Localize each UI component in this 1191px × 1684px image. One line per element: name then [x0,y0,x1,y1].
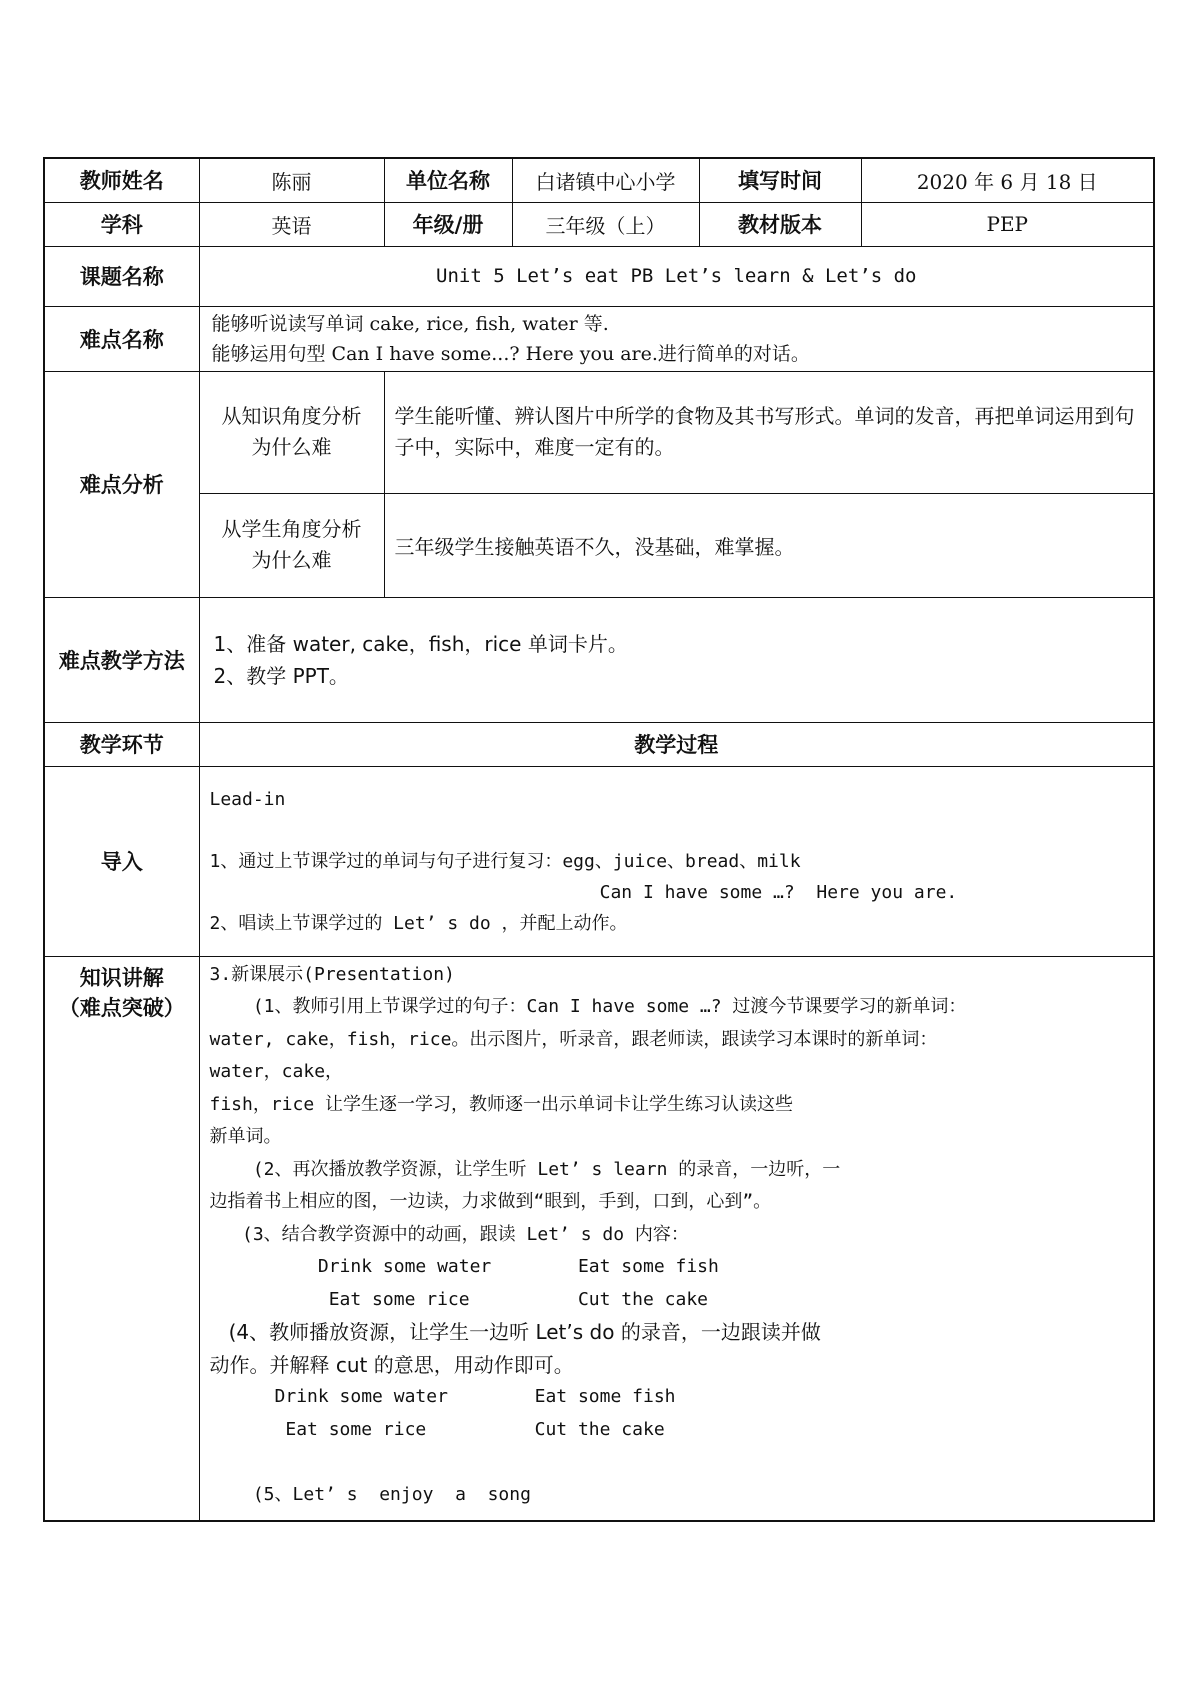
knowledge-label-line-1: 知识讲解 [79,965,164,990]
difficulty-content [199,306,1154,371]
analysis-label: 难点分析 [44,371,199,597]
difficulty-line-1: 能够听说读写单词 cake, rice, fish, water 等. [211,312,609,335]
intro-line: Lead-in [209,788,286,810]
difficulty-label: 难点名称 [44,306,199,371]
analysis-student-label: 从学生角度分析为什么难 [199,493,384,597]
topic-label: 课题名称 [44,246,199,306]
analysis-knowledge-text: 学生能听懂、辨认图片中所学的食物及其书写形式。单词的发音，再把单词运用到句子中，实际中，难度一定有的。 [384,371,1154,493]
knowledge-line: 动作。并解释 cut 的意思，用动作即可。 [209,1352,574,1377]
knowledge-row [44,956,1154,1521]
knowledge-line: (1、教师引用上节课学过的句子：Can I have some …? 过渡今节课要学习的新单词： [209,996,967,1017]
unit-value: 白诸镇中心小学 [512,158,699,202]
knowledge-line: fish，rice 让学生逐一学习，教师逐一出示单词卡让学生练习认读这些 [209,1093,794,1115]
edition-label: 教材版本 [699,202,861,246]
knowledge-line: Eat some rice Cut the cake [209,1418,665,1440]
knowledge-line: 3.新课展示(Presentation) [209,963,455,985]
analysis-student-text: 三年级学生接触英语不久，没基础，难掌握。 [384,493,1154,597]
knowledge-label [44,956,199,1521]
subject-label: 学科 [44,202,199,246]
grade-value: 三年级（上） [512,202,699,246]
difficulty-row [44,306,1154,371]
knowledge-line: water, cake，fish，rice。出示图片，听录音，跟老师读，跟读学习本课时的新单词： [209,1028,938,1050]
methods-line-1: 1、准备 water, cake，fish，rice 单词卡片。 [213,631,628,656]
knowledge-line: (3、结合教学资源中的动画，跟读 Let’ s do 内容： [209,1223,689,1245]
intro-row [44,766,1154,956]
date-label: 填写时间 [699,158,861,202]
lesson-plan-page [43,157,1153,1522]
stage-header: 教学环节 [44,722,199,766]
intro-content [199,766,1154,956]
topic-row [44,246,1154,306]
methods-label: 难点教学方法 [44,597,199,722]
knowledge-line: water，cake， [209,1061,344,1082]
teacher-label: 教师姓名 [44,158,199,202]
difficulty-line-2: 能够运用句型 Can I have some...? Here you are.进行简单的对话。 [211,342,810,365]
knowledge-line: 边指着书上相应的图，一边读，力求做到“眼到，手到，口到，心到”。 [209,1191,772,1212]
info-row-2 [44,202,1154,246]
knowledge-content [199,956,1154,1521]
intro-line: 1、通过上节课学过的单词与句子进行复习：egg、juice、bread、milk [209,850,801,872]
methods-row [44,597,1154,722]
knowledge-line: Eat some rice Cut the cake [209,1288,708,1310]
knowledge-line: (2、再次播放教学资源，让学生听 Let’ s learn 的录音，一边听，一 [209,1158,841,1180]
date-value: 2020 年 6 月 18 日 [861,158,1154,202]
methods-content [199,597,1154,722]
info-row-1 [44,158,1154,202]
intro-line: 2、唱读上节课学过的 Let’ s do ，并配上动作。 [209,912,628,934]
subject-value: 英语 [199,202,384,246]
knowledge-line: (5、Let’ s enjoy a song [209,1483,531,1505]
methods-line-2: 2、教学 PPT。 [213,663,349,688]
intro-label: 导入 [44,766,199,956]
process-header: 教学过程 [199,722,1154,766]
unit-label: 单位名称 [384,158,512,202]
grade-label: 年级/册 [384,202,512,246]
topic-value: Unit 5 Let’s eat PB Let’s learn & Let’s do [199,246,1154,306]
analysis-row-knowledge [44,371,1154,493]
intro-line: Can I have some …? Here you are. [209,881,958,903]
teacher-value: 陈丽 [199,158,384,202]
edition-value: PEP [861,202,1154,246]
intro-line [210,815,1144,846]
knowledge-line: Drink some water Eat some fish [209,1256,719,1277]
knowledge-line: (4、教师播放资源，让学生一边听 Let’s do 的录音，一边跟读并做 [209,1320,821,1344]
process-header-row [44,722,1154,766]
knowledge-line [210,1446,1144,1479]
lesson-plan-table [43,157,1155,1522]
knowledge-line: Drink some water Eat some fish [209,1386,676,1407]
knowledge-label-line-2: （难点突破） [58,995,185,1020]
knowledge-line: 新单词。 [209,1126,282,1147]
analysis-row-student [44,493,1154,597]
analysis-knowledge-label: 从知识角度分析为什么难 [199,371,384,493]
